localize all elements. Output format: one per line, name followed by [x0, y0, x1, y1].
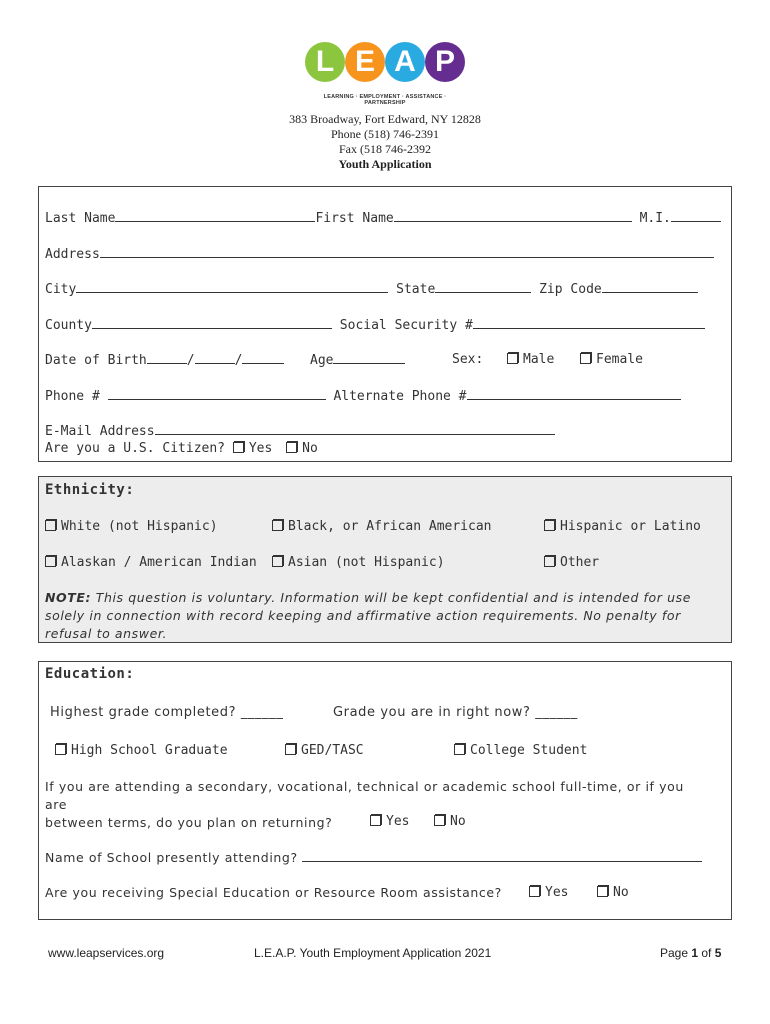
dob-separator: /	[234, 353, 243, 368]
email-label: E-Mail Address	[45, 424, 155, 439]
alt-phone-field[interactable]	[467, 388, 681, 400]
checkbox-icon[interactable]	[286, 442, 297, 453]
male-label: Male	[523, 352, 555, 367]
education-option[interactable]	[454, 743, 587, 758]
sex-label: Sex:	[452, 352, 484, 367]
returning-yes-option[interactable]	[370, 814, 409, 829]
checkbox-icon[interactable]	[272, 520, 283, 531]
ssn-field[interactable]	[473, 317, 705, 329]
note-label: NOTE:	[45, 590, 92, 605]
sex-male-option[interactable]	[507, 352, 554, 367]
page-prefix: Page	[660, 946, 692, 960]
state-label: State	[396, 282, 436, 297]
checkbox-icon[interactable]	[507, 353, 518, 364]
city-label: City	[45, 282, 77, 297]
page-total: 5	[714, 946, 722, 960]
mi-field[interactable]	[671, 210, 721, 222]
ethnicity-option[interactable]	[272, 519, 492, 534]
no-label: No	[450, 814, 466, 829]
checkbox-icon[interactable]	[45, 556, 56, 567]
education-option[interactable]	[55, 743, 228, 758]
option-label: College Student	[470, 743, 588, 758]
checkbox-icon[interactable]	[370, 815, 381, 826]
ethnicity-option[interactable]	[272, 555, 445, 570]
logo-tagline: LEARNING · EMPLOYMENT · ASSISTANCE · PARTNERSHIP	[323, 94, 447, 106]
first-name-field[interactable]	[394, 210, 632, 222]
logo-letter: P	[425, 42, 465, 82]
address-field[interactable]	[100, 246, 714, 258]
age-label: Age	[310, 353, 334, 368]
ssn-label: Social Security #	[339, 318, 473, 333]
org-fax: Fax (518 746-2392	[339, 142, 431, 156]
special-ed-no-option[interactable]	[597, 885, 629, 900]
note-line: This question is voluntary. Information will be kept confidential and is intended for use	[91, 590, 692, 605]
last-name-field[interactable]	[115, 210, 315, 222]
dob-separator: /	[186, 353, 195, 368]
dob-day-field[interactable]	[195, 352, 235, 364]
email-field[interactable]	[155, 423, 555, 435]
phone-field[interactable]	[108, 388, 326, 400]
leap-logo	[305, 42, 465, 106]
checkbox-icon[interactable]	[529, 886, 540, 897]
option-label: GED/TASC	[301, 743, 364, 758]
checkbox-icon[interactable]	[597, 886, 608, 897]
address-label: Address	[45, 247, 100, 262]
state-field[interactable]	[435, 281, 531, 293]
checkbox-icon[interactable]	[272, 556, 283, 567]
org-address: 383 Broadway, Fort Edward, NY 12828	[289, 112, 481, 126]
ethnicity-option[interactable]	[45, 555, 257, 570]
logo-letter: E	[345, 42, 385, 82]
ethnicity-heading: Ethnicity:	[45, 482, 135, 498]
citizen-yes-label: Yes	[248, 441, 273, 456]
checkbox-icon[interactable]	[544, 520, 555, 531]
highest-grade-question[interactable]: Highest grade completed? ______	[50, 705, 284, 720]
checkbox-icon[interactable]	[544, 556, 555, 567]
form-title: Youth Application	[338, 157, 432, 171]
note-line: solely in connection with record keeping and affirmative action requirements. No penalty for	[45, 608, 681, 623]
option-label: Other	[560, 555, 600, 570]
yes-label: Yes	[386, 814, 410, 829]
footer-website: www.leapservices.org	[48, 946, 165, 960]
sex-female-option[interactable]	[580, 352, 643, 367]
city-field[interactable]	[76, 281, 388, 293]
checkbox-icon[interactable]	[233, 442, 244, 453]
ethnicity-option[interactable]	[45, 519, 218, 534]
dob-label: Date of Birth	[45, 353, 147, 368]
female-label: Female	[596, 352, 643, 367]
yes-label: Yes	[545, 885, 569, 900]
zip-field[interactable]	[602, 281, 698, 293]
checkbox-icon[interactable]	[285, 744, 296, 755]
question-line: If you are attending a secondary, vocational, technical or academic school full-time, or if you	[45, 779, 684, 794]
logo-letter: A	[385, 42, 425, 82]
org-phone: Phone (518) 746-2391	[331, 127, 439, 141]
logo-letter: L	[305, 42, 345, 82]
option-label: Hispanic or Latino	[560, 519, 701, 534]
alt-phone-label: Alternate Phone #	[333, 389, 467, 404]
checkbox-icon[interactable]	[45, 520, 56, 531]
option-label: Black, or African American	[288, 519, 492, 534]
option-label: Alaskan / American Indian	[61, 555, 257, 570]
first-name-label: First Name	[315, 211, 394, 226]
school-name-label: Name of School presently attending?	[45, 850, 303, 865]
option-label: White (not Hispanic)	[61, 519, 218, 534]
checkbox-icon[interactable]	[580, 353, 591, 364]
dob-month-field[interactable]	[147, 352, 187, 364]
page-of: of	[698, 946, 715, 960]
education-option[interactable]	[285, 743, 364, 758]
checkbox-icon[interactable]	[454, 744, 465, 755]
option-label: Asian (not Hispanic)	[288, 555, 445, 570]
ethnicity-note	[45, 589, 727, 643]
mi-label: M.I.	[639, 211, 671, 226]
education-heading: Education:	[45, 666, 135, 682]
last-name-label: Last Name	[45, 211, 116, 226]
no-label: No	[613, 885, 629, 900]
ethnicity-option[interactable]	[544, 519, 701, 534]
county-field[interactable]	[92, 317, 332, 329]
question-line: are	[45, 797, 68, 812]
special-ed-yes-option[interactable]	[529, 885, 568, 900]
ethnicity-option[interactable]	[544, 555, 599, 570]
current-grade-question[interactable]: Grade you are in right now? ______	[333, 705, 578, 720]
question-line: between terms, do you plan on returning?	[45, 815, 333, 830]
footer-doc-title: L.E.A.P. Youth Employment Application 2021	[254, 946, 492, 960]
phone-label: Phone #	[45, 389, 100, 404]
checkbox-icon[interactable]	[55, 744, 66, 755]
citizen-no-label: No	[302, 441, 318, 456]
note-line: refusal to answer.	[45, 626, 168, 641]
checkbox-icon[interactable]	[434, 815, 445, 826]
county-label: County	[45, 318, 92, 333]
returning-no-option[interactable]	[434, 814, 466, 829]
zip-label: Zip Code	[539, 282, 602, 297]
age-field[interactable]	[333, 352, 405, 364]
special-ed-question: Are you receiving Special Education or Resource Room assistance?	[45, 885, 502, 900]
attending-question	[45, 778, 684, 832]
dob-year-field[interactable]	[242, 352, 284, 364]
school-name-field[interactable]	[302, 850, 702, 862]
option-label: High School Graduate	[71, 743, 228, 758]
citizen-question: Are you a U.S. Citizen?	[45, 441, 226, 456]
page-current: 1	[691, 946, 699, 960]
footer-page-number	[660, 946, 721, 960]
